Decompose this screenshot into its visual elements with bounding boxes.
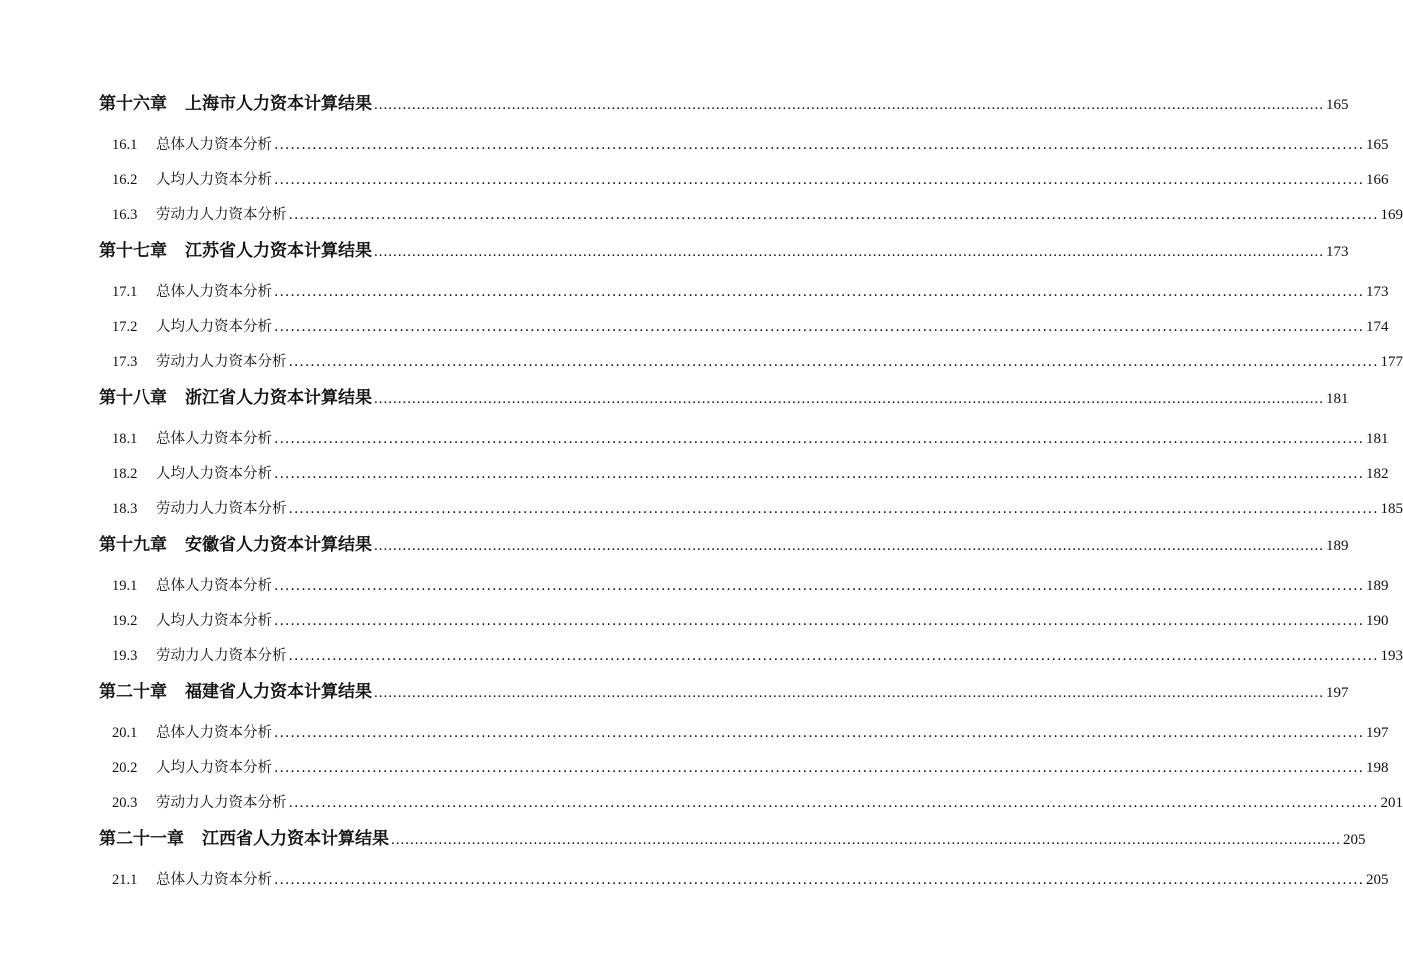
section-title: 劳动力人力资本分析 [156,354,287,370]
toc-chapter-20[interactable] [99,674,1349,710]
chapter-page-number: 173 [1326,244,1349,260]
section-title: 总体人力资本分析 [156,725,272,741]
toc-section-18-1[interactable] [99,422,1389,457]
section-title: 总体人力资本分析 [156,284,272,300]
chapter-number: 第二十一章 [99,829,184,849]
dot-leader: ........................................................................................................................................................................................................ [288,648,1379,664]
dot-leader: ........................................................................................................................................................................................................ [274,431,1365,447]
dot-leader: ........................................................................................................................................................................................................ [274,284,1365,300]
section-page-number: 193 [1380,648,1403,664]
toc-section-18-3[interactable] [99,492,1403,527]
section-title: 人均人力资本分析 [156,172,272,188]
toc-chapter-19[interactable] [99,527,1349,563]
chapter-page-number: 165 [1326,97,1349,113]
section-title: 总体人力资本分析 [156,431,272,447]
section-page-number: 182 [1366,466,1389,482]
section-title: 劳动力人力资本分析 [156,501,287,517]
section-page-number: 177 [1380,354,1403,370]
section-number: 21.1 [112,872,138,888]
section-title: 劳动力人力资本分析 [156,207,287,223]
dot-leader: ........................................................................................................................................................................................................ [374,538,1324,554]
toc-section-19-1[interactable] [99,569,1389,604]
dot-leader: ........................................................................................................................................................................................................ [274,613,1365,629]
section-title: 人均人力资本分析 [156,466,272,482]
dot-leader: ........................................................................................................................................................................................................ [288,354,1379,370]
section-number: 16.1 [112,137,138,153]
section-page-number: 189 [1366,578,1389,594]
section-number: 16.3 [112,207,138,223]
chapter-title: 福建省人力资本计算结果 [185,682,372,702]
toc-chapter-16[interactable] [99,86,1349,122]
dot-leader: ........................................................................................................................................................................................................ [391,832,1341,848]
section-number: 20.1 [112,725,138,741]
section-title: 人均人力资本分析 [156,319,272,335]
section-page-number: 169 [1380,207,1403,223]
toc-section-17-2[interactable] [99,310,1389,345]
section-page-number: 190 [1366,613,1389,629]
section-number: 18.2 [112,466,138,482]
dot-leader: ........................................................................................................................................................................................................ [274,725,1365,741]
chapter-number: 第十九章 [99,535,167,555]
section-number: 17.3 [112,354,138,370]
chapter-number: 第二十章 [99,682,167,702]
toc-section-19-2[interactable] [99,604,1389,639]
toc-chapter-21[interactable] [99,821,1366,857]
toc-section-17-1[interactable] [99,275,1389,310]
toc-section-16-1[interactable] [99,128,1389,163]
toc-section-16-2[interactable] [99,163,1389,198]
toc-section-20-2[interactable] [99,751,1389,786]
dot-leader: ........................................................................................................................................................................................................ [374,391,1324,407]
toc-chapter-17[interactable] [99,233,1349,269]
chapter-title: 江苏省人力资本计算结果 [185,241,372,261]
dot-leader: ........................................................................................................................................................................................................ [274,172,1365,188]
section-title: 总体人力资本分析 [156,872,272,888]
section-page-number: 198 [1366,760,1389,776]
dot-leader: ........................................................................................................................................................................................................ [274,319,1365,335]
section-page-number: 201 [1380,795,1403,811]
chapter-number: 第十六章 [99,94,167,114]
section-title: 人均人力资本分析 [156,760,272,776]
toc-section-18-2[interactable] [99,457,1389,492]
section-title: 人均人力资本分析 [156,613,272,629]
chapter-page-number: 181 [1326,391,1349,407]
section-number: 19.3 [112,648,138,664]
chapter-page-number: 189 [1326,538,1349,554]
dot-leader: ........................................................................................................................................................................................................ [374,244,1324,260]
section-page-number: 166 [1366,172,1389,188]
dot-leader: ........................................................................................................................................................................................................ [274,578,1365,594]
toc-section-17-3[interactable] [99,345,1403,380]
section-number: 19.2 [112,613,138,629]
section-number: 20.3 [112,795,138,811]
chapter-number: 第十七章 [99,241,167,261]
table-of-contents [99,86,1403,898]
toc-section-20-3[interactable] [99,786,1403,821]
dot-leader: ........................................................................................................................................................................................................ [288,207,1379,223]
dot-leader: ........................................................................................................................................................................................................ [274,466,1365,482]
section-number: 17.2 [112,319,138,335]
dot-leader: ........................................................................................................................................................................................................ [288,501,1379,517]
chapter-title: 安徽省人力资本计算结果 [185,535,372,555]
dot-leader: ........................................................................................................................................................................................................ [274,872,1365,888]
section-page-number: 197 [1366,725,1389,741]
section-page-number: 173 [1366,284,1389,300]
chapter-title: 江西省人力资本计算结果 [202,829,389,849]
chapter-page-number: 205 [1343,832,1366,848]
section-number: 18.1 [112,431,138,447]
dot-leader: ........................................................................................................................................................................................................ [374,97,1324,113]
section-title: 劳动力人力资本分析 [156,648,287,664]
section-page-number: 181 [1366,431,1389,447]
section-number: 16.2 [112,172,138,188]
toc-section-21-1[interactable] [99,863,1389,898]
chapter-title: 浙江省人力资本计算结果 [185,388,372,408]
section-page-number: 185 [1380,501,1403,517]
toc-chapter-18[interactable] [99,380,1349,416]
toc-section-20-1[interactable] [99,716,1389,751]
section-title: 总体人力资本分析 [156,137,272,153]
section-page-number: 205 [1366,872,1389,888]
dot-leader: ........................................................................................................................................................................................................ [374,685,1324,701]
section-page-number: 174 [1366,319,1389,335]
section-number: 19.1 [112,578,138,594]
section-number: 18.3 [112,501,138,517]
section-page-number: 165 [1366,137,1389,153]
chapter-title: 上海市人力资本计算结果 [185,94,372,114]
toc-section-19-3[interactable] [99,639,1403,674]
section-title: 总体人力资本分析 [156,578,272,594]
dot-leader: ........................................................................................................................................................................................................ [288,795,1379,811]
section-number: 17.1 [112,284,138,300]
chapter-number: 第十八章 [99,388,167,408]
chapter-page-number: 197 [1326,685,1349,701]
section-number: 20.2 [112,760,138,776]
dot-leader: ........................................................................................................................................................................................................ [274,760,1365,776]
dot-leader: ........................................................................................................................................................................................................ [274,137,1365,153]
toc-section-16-3[interactable] [99,198,1403,233]
section-title: 劳动力人力资本分析 [156,795,287,811]
